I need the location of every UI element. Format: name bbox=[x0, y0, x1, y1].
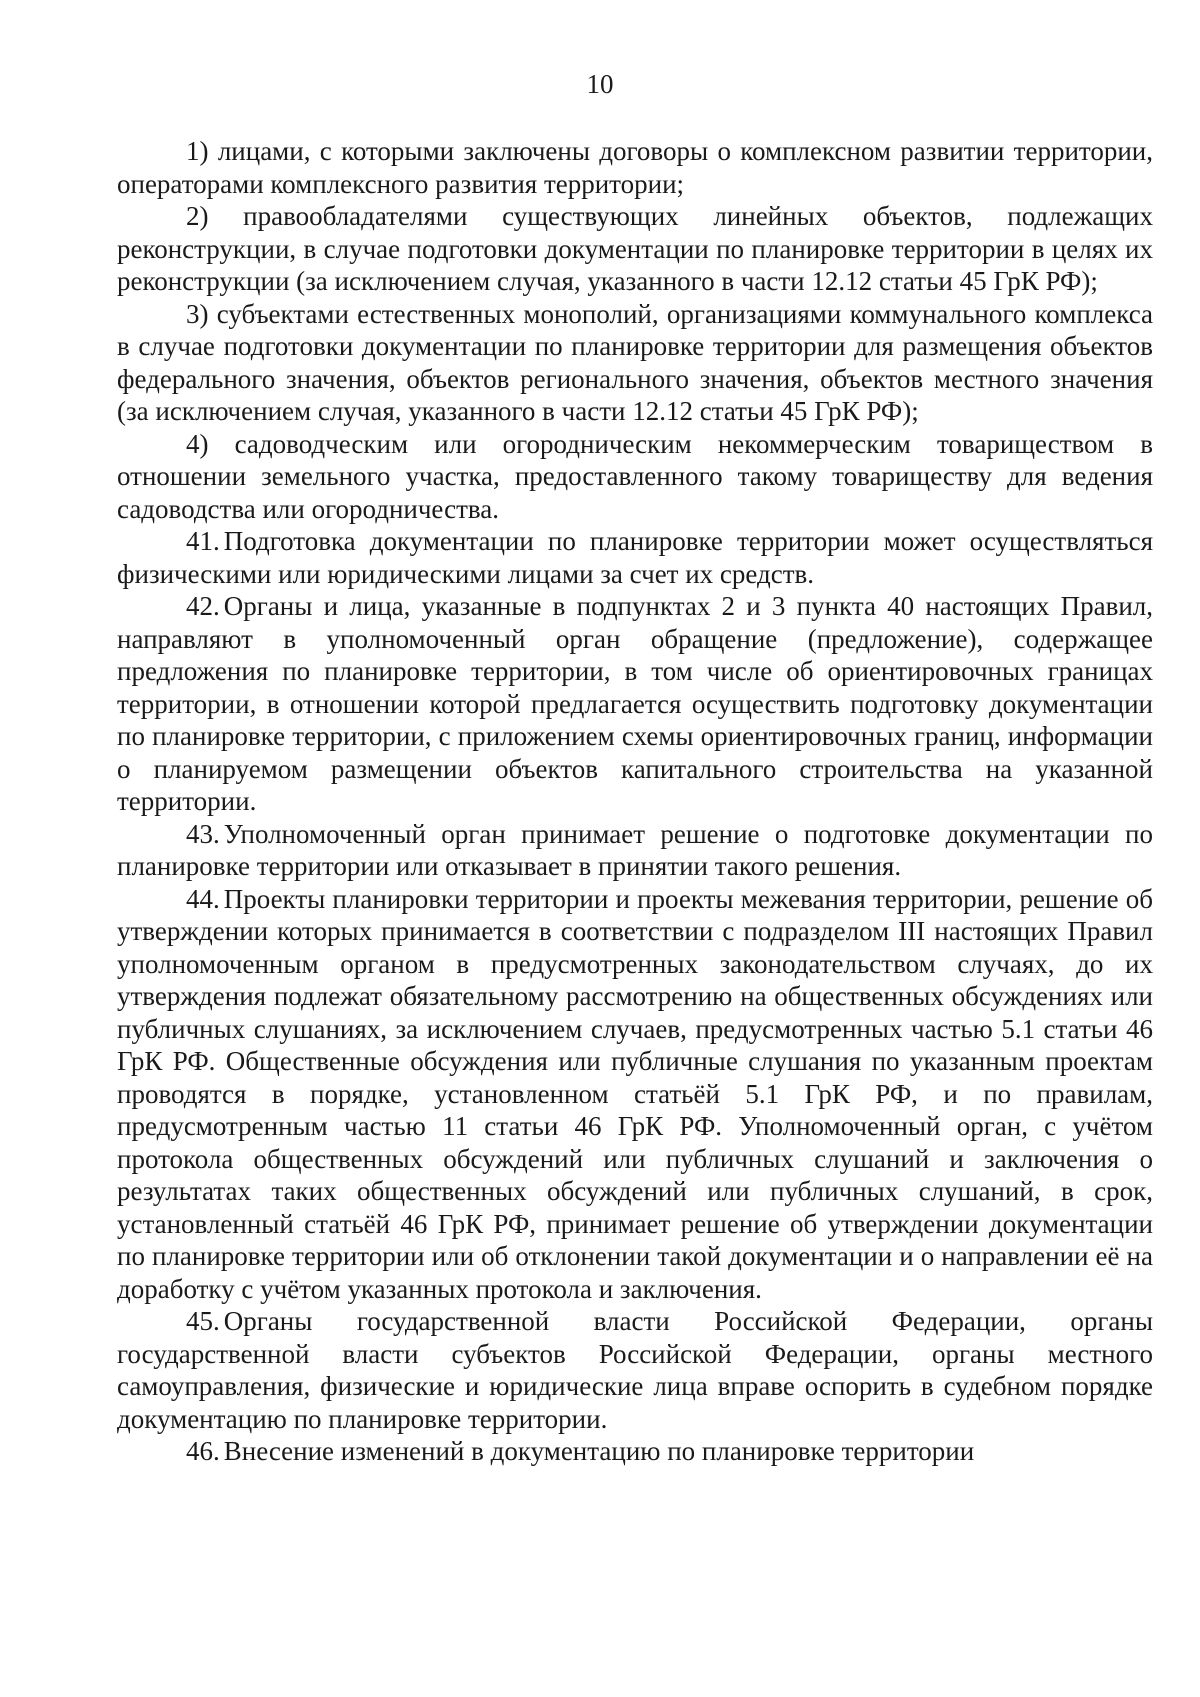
paragraph-text: 3) субъектами естественных монополий, организациями коммунального комплекса в случае подготовки документации по планировке территории для размещения объектов федерального значения, объектов регионального значения, объектов местного значения (за исключением случая, указанного в части 12.12 статьи 45 ГрК РФ); bbox=[117, 298, 1153, 426]
paragraph-text: Проекты планировки территории и проекты межевания территории, решение об утверждении которых принимается в соответствии с подразделом III настоящих Правил уполномоченным органом в предусмотренных законодательством случаях, до их утверждения подлежат обязательному рассмотрению на общественных обсуждениях или публичных слушаниях, за исключением случаев, предусмотренных частью 5.1 статьи 46 ГрК РФ. Общественные обсуждения или публичные слушания по указанным проектам проводятся в порядке, установленном статьёй 5.1 ГрК РФ, и по правилам, предусмотренным частью 11 статьи 46 ГрК РФ. Уполномоченный орган, с учётом протокола общественных обсуждений или публичных слушаний и заключения о результатах таких общественных обсуждений или публичных слушаний, в срок, установленный статьёй 46 ГрК РФ, принимает решение об утверждении документации по планировке территории или об отклонении такой документации и о направлении её на доработку с учётом указанных протокола и заключения. bbox=[117, 883, 1153, 1304]
paragraph-number: 41. bbox=[186, 526, 220, 556]
paragraph-subitem-2 bbox=[117, 200, 1153, 298]
paragraph-44 bbox=[117, 883, 1153, 1306]
paragraph-text: Органы и лица, указанные в подпунктах 2 и 3 пункта 40 настоящих Правил, направляют в уполномоченный орган обращение (предложение), содержащее предложения по планировке территории, в том числе об ориентировочных границах территории, в отношении которой предлагается осуществить подготовку документации по планировке территории, с приложением схемы ориентировочных границ, информации о планируемом размещении объектов капитального строительства на указанной территории. bbox=[117, 591, 1153, 816]
paragraph-text: Органы государственной власти Российской Федерации, органы государственной власти субъектов Российской Федерации, органы местного самоуправления, физические и юридические лица вправе оспорить в судебном порядке документацию по планировке территории. bbox=[117, 1306, 1153, 1434]
document-body bbox=[117, 135, 1153, 1468]
paragraph-43 bbox=[117, 818, 1153, 883]
paragraph-text: Внесение изменений в документацию по планировке территории bbox=[223, 1436, 975, 1466]
paragraph-number: 42. bbox=[186, 591, 220, 621]
page-number: 10 bbox=[586, 69, 614, 99]
paragraph-subitem-4 bbox=[117, 428, 1153, 526]
paragraph-number: 46. bbox=[186, 1436, 220, 1466]
paragraph-41 bbox=[117, 525, 1153, 590]
paragraph-number: 43. bbox=[186, 818, 220, 849]
paragraph-text: 2) правообладателями существующих линейных объектов, подлежащих реконструкции, в случае подготовки документации по планировке территории в целях их реконструкции (за исключением случая, указанного в части 12.12 статьи 45 ГрК РФ); bbox=[117, 201, 1153, 296]
paragraph-text: Подготовка документации по планировке территории может осуществляться физическими или юридическими лицами за счет их средств. bbox=[117, 526, 1153, 589]
paragraph-number: 45. bbox=[186, 1306, 220, 1336]
paragraph-text: 4) садоводческим или огородническим некоммерческим товариществом в отношении земельного участка, предоставленного такому товариществу для ведения садоводства или огородничества. bbox=[117, 428, 1153, 524]
paragraph-subitem-1 bbox=[117, 135, 1153, 200]
paragraph-text: Уполномоченный орган принимает решение о подготовке документации по планировке территории или отказывает в принятии такого решения. bbox=[117, 818, 1153, 881]
paragraph-42 bbox=[117, 590, 1153, 818]
paragraph-number: 44. bbox=[186, 883, 220, 914]
paragraph-46 bbox=[117, 1435, 1153, 1468]
paragraph-45 bbox=[117, 1305, 1153, 1435]
paragraph-subitem-3 bbox=[117, 298, 1153, 428]
paragraph-text: 1) лицами, с которыми заключены договоры о комплексном развитии территории, операторами комплексного развития территории; bbox=[117, 136, 1153, 199]
